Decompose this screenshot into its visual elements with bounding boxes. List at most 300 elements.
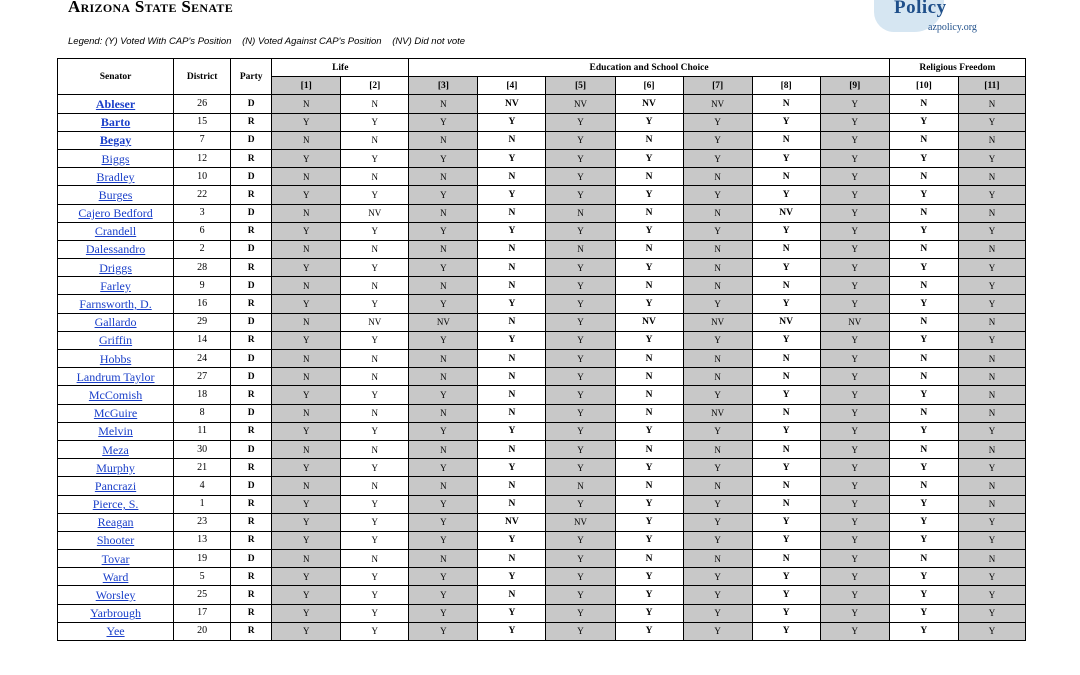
vote-cell: N [958,131,1025,149]
vote-cell: Y [683,113,752,131]
vote-cell: Y [820,513,889,531]
vote-cell: N [958,386,1025,404]
vote-cell: Y [546,350,615,368]
vote-cell: Y [615,113,683,131]
vote-cell: NV [683,313,752,331]
vote-cell: Y [409,622,478,640]
vote-cell: Y [272,568,341,586]
vote-cell: NV [615,313,683,331]
col-party-header: Party [231,59,272,95]
party-cell: D [231,404,272,422]
senator-link[interactable]: Yee [58,622,174,640]
bill-number: [3] [409,77,478,95]
vote-cell: N [478,277,546,295]
vote-cell: N [272,204,341,222]
vote-cell: N [478,204,546,222]
table-row [58,386,1026,404]
vote-cell: N [889,313,958,331]
vote-cell: Y [341,586,409,604]
vote-cell: Y [820,277,889,295]
district-cell: 13 [174,531,231,549]
logo-word-policy: Policy [894,0,947,18]
party-cell: D [231,131,272,149]
vote-cell: Y [546,331,615,349]
vote-cell: Y [752,513,820,531]
district-cell: 24 [174,350,231,368]
senator-link[interactable]: Farnsworth, D. [58,295,174,313]
legend-yes: Legend: (Y) Voted With CAP's Position [68,36,232,47]
senator-link[interactable]: Reagan [58,513,174,531]
vote-cell: N [615,550,683,568]
vote-cell: Y [615,331,683,349]
vote-cell: N [889,95,958,113]
district-cell: 20 [174,622,231,640]
table-row [58,368,1026,386]
vote-cell: Y [958,622,1025,640]
senator-link[interactable]: Dalessandro [58,240,174,258]
senator-link[interactable]: Ward [58,568,174,586]
table-row [58,495,1026,513]
legend-no: (N) Voted Against CAP's Position [242,36,382,47]
vote-cell: N [752,368,820,386]
senator-link[interactable]: Landrum Taylor [58,368,174,386]
senator-link[interactable]: Bradley [58,168,174,186]
vote-cell: Y [341,331,409,349]
vote-cell: Y [341,386,409,404]
party-cell: R [231,422,272,440]
table-row [58,622,1026,640]
group-life: Life [272,59,409,77]
party-cell: D [231,350,272,368]
vote-cell: Y [546,131,615,149]
vote-cell: Y [683,386,752,404]
vote-cell: Y [752,622,820,640]
vote-cell: Y [958,113,1025,131]
vote-cell: NV [752,204,820,222]
vote-cell: Y [752,295,820,313]
vote-cell: Y [820,440,889,458]
party-cell: R [231,149,272,167]
table-row [58,149,1026,167]
vote-cell: Y [546,422,615,440]
district-cell: 15 [174,113,231,131]
party-cell: R [231,331,272,349]
vote-cell: Y [683,131,752,149]
senator-link[interactable]: Murphy [58,459,174,477]
vote-cell: N [409,440,478,458]
vote-cell: Y [615,513,683,531]
vote-cell: Y [683,459,752,477]
vote-cell: Y [341,259,409,277]
district-cell: 17 [174,604,231,622]
vote-cell: Y [752,386,820,404]
vote-cell: Y [889,222,958,240]
party-cell: R [231,531,272,549]
district-cell: 25 [174,586,231,604]
vote-cell: N [958,313,1025,331]
senator-link[interactable]: Melvin [58,422,174,440]
vote-cell: Y [615,604,683,622]
senator-link[interactable]: Meza [58,440,174,458]
district-cell: 22 [174,186,231,204]
table-row [58,222,1026,240]
vote-cell: Y [889,113,958,131]
vote-cell: Y [272,259,341,277]
vote-cell: Y [683,568,752,586]
vote-cell: Y [341,513,409,531]
senator-link[interactable]: Cajero Bedford [58,204,174,222]
party-cell: R [231,186,272,204]
vote-cell: N [341,368,409,386]
group-header-row [58,59,1026,77]
vote-cell: Y [889,422,958,440]
party-cell: D [231,440,272,458]
vote-cell: Y [683,622,752,640]
vote-cell: N [683,240,752,258]
vote-cell: Y [341,186,409,204]
vote-cell: Y [341,495,409,513]
vote-cell: Y [478,568,546,586]
party-cell: D [231,204,272,222]
vote-cell: Y [820,131,889,149]
vote-cell: Y [683,222,752,240]
vote-cell: N [478,550,546,568]
party-cell: D [231,168,272,186]
vote-cell: Y [478,422,546,440]
vote-cell: Y [546,259,615,277]
table-row [58,95,1026,113]
group-religious-freedom: Religious Freedom [889,59,1025,77]
vote-cell: N [341,404,409,422]
district-cell: 19 [174,550,231,568]
vote-cell: N [272,277,341,295]
vote-cell: N [341,95,409,113]
table-row [58,204,1026,222]
bill-number: [7] [683,77,752,95]
vote-cell: Y [820,604,889,622]
district-cell: 2 [174,240,231,258]
vote-cell: Y [820,240,889,258]
vote-cell: N [341,477,409,495]
vote-cell: Y [752,113,820,131]
table-row [58,168,1026,186]
vote-cell: N [615,204,683,222]
party-cell: R [231,568,272,586]
vote-cell: Y [683,149,752,167]
party-cell: R [231,586,272,604]
vote-cell: Y [752,259,820,277]
vote-cell: Y [752,331,820,349]
vote-cell: Y [409,386,478,404]
vote-cell: N [889,204,958,222]
vote-cell: N [752,477,820,495]
table-row [58,313,1026,331]
vote-cell: Y [272,386,341,404]
vote-cell: Y [820,186,889,204]
vote-cell: Y [478,531,546,549]
vote-cell: Y [546,459,615,477]
vote-cell: Y [272,186,341,204]
table-row [58,550,1026,568]
senator-link[interactable]: Hobbs [58,350,174,368]
vote-cell: Y [889,568,958,586]
vote-cell: N [478,386,546,404]
vote-cell: Y [615,531,683,549]
vote-cell: N [409,350,478,368]
vote-cell: Y [341,422,409,440]
vote-cell: Y [546,586,615,604]
vote-cell: Y [546,277,615,295]
district-cell: 28 [174,259,231,277]
vote-cell: Y [478,622,546,640]
vote-cell: Y [958,568,1025,586]
vote-cell: N [478,495,546,513]
vote-cell: Y [546,295,615,313]
vote-cell: N [272,368,341,386]
party-cell: R [231,622,272,640]
vote-cell: Y [820,568,889,586]
party-cell: R [231,513,272,531]
senator-link[interactable]: McGuire [58,404,174,422]
vote-cell: Y [409,459,478,477]
vote-cell: N [683,477,752,495]
vote-cell: Y [615,586,683,604]
vote-cell: N [615,350,683,368]
vote-cell: N [341,240,409,258]
vote-cell: Y [958,149,1025,167]
party-cell: R [231,604,272,622]
senator-link[interactable]: Burges [58,186,174,204]
vote-cell: NV [683,404,752,422]
table-row [58,422,1026,440]
col-senator-header: Senator [58,59,174,95]
senator-link[interactable]: Begay [58,131,174,149]
bill-number: [8] [752,77,820,95]
vote-cell: Y [409,113,478,131]
vote-cell: Y [820,477,889,495]
vote-cell: N [958,495,1025,513]
vote-cell: Y [478,295,546,313]
vote-cell: N [341,440,409,458]
vote-cell: Y [958,513,1025,531]
table-row [58,477,1026,495]
vote-cell: Y [478,459,546,477]
vote-cell: Y [409,568,478,586]
table-row [58,186,1026,204]
vote-cell: N [958,350,1025,368]
senator-link[interactable]: Biggs [58,149,174,167]
vote-cell: N [478,259,546,277]
vote-cell: Y [341,622,409,640]
vote-cell: N [615,277,683,295]
district-cell: 6 [174,222,231,240]
vote-cell: N [272,440,341,458]
senator-link[interactable]: Griffin [58,331,174,349]
table-row [58,513,1026,531]
vote-cell: N [683,259,752,277]
senator-link[interactable]: Barto [58,113,174,131]
vote-cell: N [889,404,958,422]
vote-cell: NV [341,204,409,222]
vote-cell: N [752,550,820,568]
senator-link[interactable]: Tovar [58,550,174,568]
district-cell: 12 [174,149,231,167]
vote-cell: NV [683,95,752,113]
vote-cell: Y [341,604,409,622]
vote-cell: Y [683,295,752,313]
vote-cell: Y [889,513,958,531]
vote-cell: Y [889,459,958,477]
legend-nv: (NV) Did not vote [392,36,466,47]
vote-cell: Y [752,149,820,167]
vote-cell: Y [889,295,958,313]
table-row [58,277,1026,295]
party-cell: R [231,386,272,404]
vote-cell: Y [546,568,615,586]
vote-cell: N [683,550,752,568]
vote-cell: Y [409,149,478,167]
vote-cell: Y [546,222,615,240]
vote-cell: Y [341,222,409,240]
vote-cell: N [683,440,752,458]
vote-cell: NV [820,313,889,331]
vote-cell: Y [958,186,1025,204]
vote-cell: Y [820,113,889,131]
vote-cell: N [478,404,546,422]
senator-link[interactable]: Farley [58,277,174,295]
vote-cell: Y [546,168,615,186]
vote-cell: Y [958,604,1025,622]
vote-cell: Y [958,331,1025,349]
vote-cell: N [615,440,683,458]
senator-link[interactable]: Crandell [58,222,174,240]
vote-cell: Y [546,386,615,404]
party-cell: R [231,459,272,477]
vote-cell: Y [683,531,752,549]
vote-cell: N [478,168,546,186]
vote-cell: Y [683,586,752,604]
vote-cell: N [341,550,409,568]
vote-cell: N [683,368,752,386]
vote-cell: N [615,131,683,149]
vote-cell: Y [820,495,889,513]
vote-cell: Y [615,459,683,477]
vote-cell: Y [958,422,1025,440]
party-cell: R [231,495,272,513]
district-cell: 8 [174,404,231,422]
vote-cell: N [272,550,341,568]
vote-cell: Y [546,149,615,167]
senator-link[interactable]: Yarbrough [58,604,174,622]
vote-cell: NV [615,95,683,113]
table-row [58,459,1026,477]
vote-cell: Y [546,531,615,549]
vote-table-body [58,95,1026,641]
vote-cell: N [478,131,546,149]
senator-link[interactable]: Ableser [58,95,174,113]
vote-cell: Y [478,604,546,622]
table-row [58,586,1026,604]
vote-cell: N [272,95,341,113]
district-cell: 7 [174,131,231,149]
vote-cell: NV [341,313,409,331]
vote-cell: Y [341,113,409,131]
table-row [58,259,1026,277]
vote-cell: Y [615,568,683,586]
vote-cell: Y [478,222,546,240]
vote-cell: N [409,204,478,222]
vote-cell: Y [615,495,683,513]
vote-cell: Y [409,186,478,204]
vote-cell: Y [272,459,341,477]
vote-cell: Y [820,586,889,604]
party-cell: R [231,259,272,277]
vote-cell: N [546,204,615,222]
district-cell: 30 [174,440,231,458]
district-cell: 4 [174,477,231,495]
vote-cell: Y [820,331,889,349]
vote-cell: Y [409,222,478,240]
vote-cell: N [272,350,341,368]
vote-cell: Y [409,586,478,604]
vote-table [57,58,1026,641]
vote-cell: N [409,240,478,258]
vote-cell: N [889,277,958,295]
senator-link[interactable]: Worsley [58,586,174,604]
vote-cell: Y [478,113,546,131]
vote-cell: N [958,95,1025,113]
vote-cell: Y [820,368,889,386]
vote-cell: Y [546,313,615,331]
senator-link[interactable]: Shooter [58,531,174,549]
vote-cell: Y [546,440,615,458]
senator-link[interactable]: Gallardo [58,313,174,331]
vote-cell: N [683,350,752,368]
legend [68,36,473,47]
vote-cell: N [889,168,958,186]
vote-cell: N [546,477,615,495]
vote-cell: Y [752,422,820,440]
vote-cell: N [615,404,683,422]
table-row [58,568,1026,586]
arizona-policy-logo[interactable] [866,0,1016,42]
senator-link[interactable]: Pancrazi [58,477,174,495]
vote-cell: Y [889,331,958,349]
table-row [58,240,1026,258]
vote-cell: N [341,168,409,186]
district-cell: 26 [174,95,231,113]
vote-cell: N [889,131,958,149]
vote-cell: N [958,168,1025,186]
vote-cell: Y [615,149,683,167]
page-title: Arizona State Senate [68,0,234,16]
vote-cell: N [958,204,1025,222]
vote-cell: Y [889,495,958,513]
vote-cell: Y [820,204,889,222]
vote-cell: Y [752,186,820,204]
vote-cell: N [341,350,409,368]
vote-cell: N [752,350,820,368]
vote-cell: N [752,95,820,113]
col-district-header: District [174,59,231,95]
vote-cell: N [683,168,752,186]
senator-link[interactable]: McComish [58,386,174,404]
vote-cell: Y [958,277,1025,295]
vote-cell: N [272,240,341,258]
senator-link[interactable]: Driggs [58,259,174,277]
senator-link[interactable]: Pierce, S. [58,495,174,513]
vote-cell: NV [546,95,615,113]
